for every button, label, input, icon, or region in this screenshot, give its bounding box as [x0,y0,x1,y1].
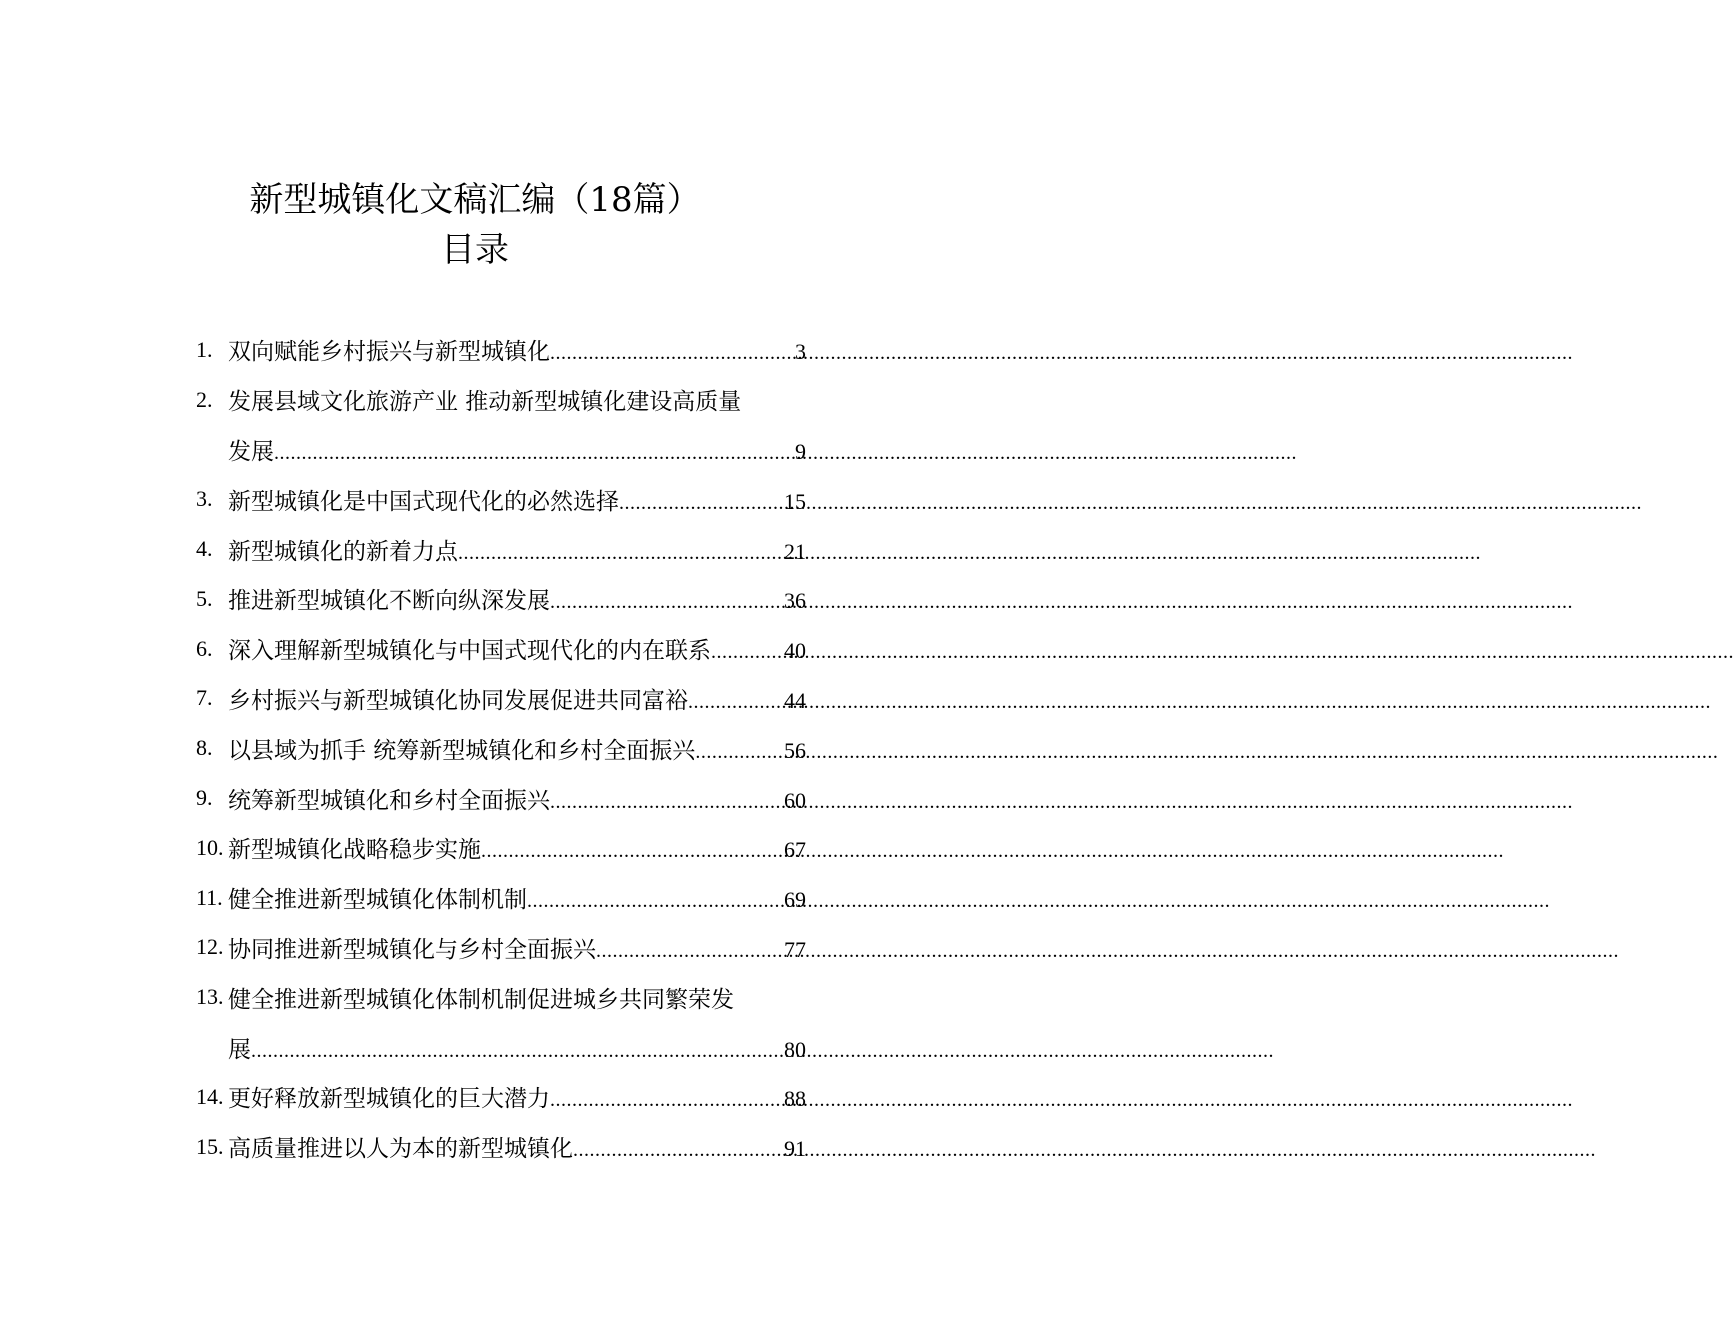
toc-entry-page: 15 [784,488,806,514]
dot-leader [550,791,784,814]
toc-entry-title: 协同推进新型城镇化与乡村全面振兴 [228,936,596,963]
toc-entry-page: 88 [784,1086,806,1112]
toc-entry-13-continued[interactable] [196,1022,806,1072]
toc-entry-title: 健全推进新型城镇化体制机制促进城乡共同繁荣发 [228,986,734,1013]
toc-entry-8[interactable] [196,723,806,773]
toc-entry-11[interactable] [196,873,806,923]
toc-entry-title: 发展 [228,438,274,465]
toc-entry-6[interactable] [196,624,806,674]
dot-leader [550,1089,784,1112]
dot-leader [481,840,784,863]
toc-entry-number: 15. [196,1133,224,1159]
toc-entry-title: 双向赋能乡村振兴与新型城镇化 [228,339,550,366]
toc-entry-page: 36 [784,588,806,614]
toc-entry-2-continued[interactable] [196,425,806,475]
dot-leader [619,492,784,515]
toc-entry-13[interactable] [196,972,806,1022]
toc-entry-5[interactable] [196,574,806,624]
toc-entry-page: 9 [795,438,806,464]
toc-entry-title: 更好释放新型城镇化的巨大潜力 [228,1086,550,1113]
dot-leader [458,542,784,565]
dot-leader [251,1040,784,1063]
toc-entry-14[interactable] [196,1072,806,1122]
toc-entry-number: 14. [196,1083,224,1109]
toc-entry-number: 13. [196,984,224,1010]
toc-entry-15[interactable] [196,1122,806,1172]
dot-leader [550,591,784,614]
toc-entry-number: 1. [196,336,213,362]
toc-entry-page: 21 [784,538,806,564]
toc-entry-12[interactable] [196,923,806,973]
toc-entry-page: 69 [784,887,806,913]
toc-entry-title: 高质量推进以人为本的新型城镇化 [228,1136,573,1163]
toc-entry-title: 乡村振兴与新型城镇化协同发展促进共同富裕 [228,687,688,714]
dot-leader [688,691,784,714]
toc-entry-3[interactable] [196,474,806,524]
toc-heading: 目录 [441,230,509,270]
toc-entry-number: 3. [196,486,213,512]
toc-entry-title: 统筹新型城镇化和乡村全面振兴 [228,787,550,814]
toc-entry-number: 10. [196,834,224,860]
toc-entry-title: 展 [228,1036,251,1063]
dot-leader [527,890,784,913]
toc-entry-title: 新型城镇化战略稳步实施 [228,837,481,864]
toc-entry-number: 5. [196,585,213,611]
dot-leader [573,1139,784,1162]
toc-entry-page: 77 [784,936,806,962]
toc-entry-1[interactable] [196,325,806,375]
toc-entry-title: 深入理解新型城镇化与中国式现代化的内在联系 [228,638,711,665]
toc-entry-title: 推进新型城镇化不断向纵深发展 [228,588,550,615]
document-title: 新型城镇化文稿汇编（18篇） [249,180,701,220]
toc-entry-number: 4. [196,536,213,562]
toc-entry-2[interactable] [196,375,806,425]
toc-entry-title: 以县域为抓手 统筹新型城镇化和乡村全面振兴 [228,737,696,764]
toc-entry-number: 7. [196,685,213,711]
toc-entry-title: 健全推进新型城镇化体制机制 [228,887,527,914]
toc-entry-9[interactable] [196,773,806,823]
toc-entry-page: 60 [784,787,806,813]
toc-entry-page: 40 [784,638,806,664]
dot-leader [596,940,784,963]
toc-entry-number: 8. [196,735,213,761]
toc-entry-title: 新型城镇化是中国式现代化的必然选择 [228,488,619,515]
toc-entry-title: 发展县域文化旅游产业 推动新型城镇化建设高质量 [228,389,742,416]
toc-entry-number: 9. [196,785,213,811]
toc-entry-page: 91 [784,1136,806,1162]
toc-entry-number: 6. [196,635,213,661]
toc-entry-page: 56 [784,737,806,763]
toc-entry-number: 11. [196,884,223,910]
table-of-contents [196,325,806,1172]
dot-leader [711,641,784,664]
dot-leader [695,741,784,764]
toc-entry-number: 2. [196,386,213,412]
toc-entry-page: 67 [784,837,806,863]
toc-entry-title: 新型城镇化的新着力点 [228,538,458,565]
dot-leader [550,342,795,365]
toc-entry-page: 3 [795,339,806,365]
toc-entry-page: 44 [784,687,806,713]
toc-entry-4[interactable] [196,524,806,574]
dot-leader [274,442,795,465]
toc-entry-10[interactable] [196,823,806,873]
toc-entry-page: 80 [784,1036,806,1062]
toc-entry-7[interactable] [196,674,806,724]
toc-entry-number: 12. [196,934,224,960]
